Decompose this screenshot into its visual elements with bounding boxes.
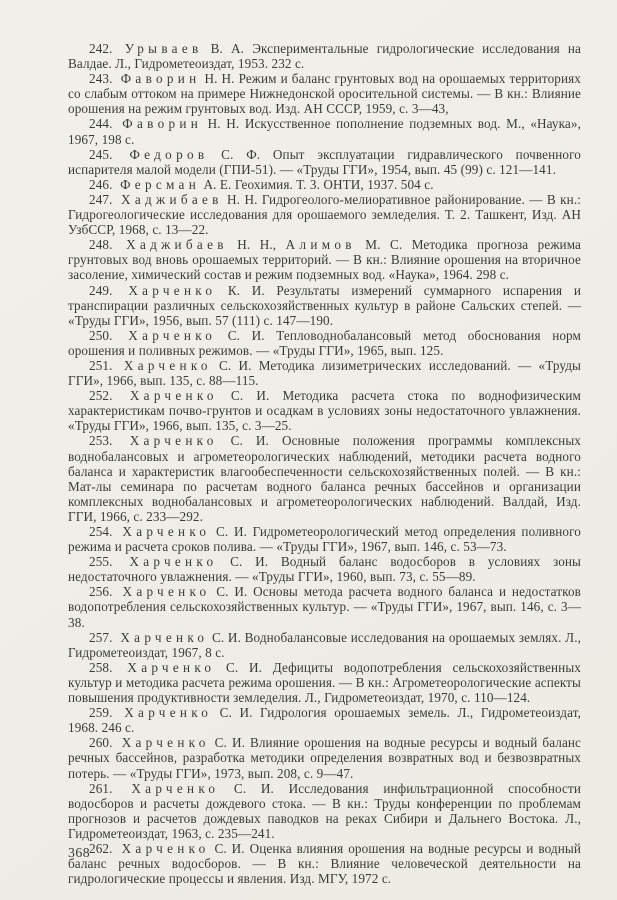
bibliography-entry bbox=[68, 554, 581, 584]
bibliography-entry bbox=[68, 660, 581, 705]
entry-author-name: Урываев bbox=[112, 41, 203, 56]
entry-text: С. И. Гидрометеорологический метод определения поливного режима и расчета сроков полива. — «Труды ГГИ», 1967, вып. 146, с. 53—73. bbox=[68, 524, 582, 555]
bibliography-entry bbox=[68, 328, 581, 358]
entry-author-name: Харченко bbox=[112, 629, 209, 645]
entry-author-name: Харченко bbox=[112, 388, 218, 404]
bibliography-entry bbox=[68, 433, 581, 524]
entry-text: С. И. Оценка влияния орошения на водные ресурсы и водный баланс речных водосборов. — В кн.: Влияние человеческой деятельности на гидрологические процессы и явления. Изд. МГУ, 1972 с. bbox=[68, 840, 582, 887]
entry-author-name: Харченко bbox=[112, 327, 217, 343]
entry-number: 242. bbox=[89, 41, 113, 56]
entry-number: 261. bbox=[89, 780, 113, 796]
entry-text: С. И. Влияние орошения на водные ресурсы и водный баланс речных бассейнов, разработка методики определения возвратных вод и безвозвратных потерь. — «Труды ГГИ», 1973, вып. 208, с. 9—47. bbox=[68, 735, 582, 781]
bibliography-entry bbox=[68, 192, 581, 237]
bibliography-list bbox=[68, 41, 581, 886]
entry-text: А. Е. Геохимия. Т. 3. ОНТИ, 1937. 504 с. bbox=[200, 176, 434, 192]
entry-author-name: Харченко bbox=[112, 735, 210, 751]
entry-text: С. И. Методика лизиметрических исследований. — «Труды ГГИ», 1966, вып. 135, с. 88—115. bbox=[68, 357, 581, 389]
entry-author-name: Харченко bbox=[112, 524, 211, 539]
bibliography-entry bbox=[68, 781, 581, 841]
entry-text: М. С. Методика прогноза режима грунтовых вод вновь орошаемых территорий. — В кн.: Влияние орошения на вторичное засоление, химический состав и режим подземных вод. «Наука», 1964. 298 с. bbox=[68, 237, 581, 283]
entry-text: Н. Н. Искусственное пополнение подземных вод. М., «Наука», 1967, 198 с. bbox=[68, 116, 581, 147]
entry-text: С. И. Основы метода расчета водного баланса и недостатков водопотребления сельскохозяйственных культур. — «Труды ГГИ», 1967, вып. 146, с. 3—38. bbox=[68, 584, 581, 630]
bibliography-entry bbox=[68, 116, 581, 146]
entry-number: 253. bbox=[89, 433, 113, 449]
entry-number: 247. bbox=[89, 191, 113, 207]
entry-text: С. Ф. Опыт эксплуатации гидравлического почвенного испарителя малой модели (ГПИ-51). — «Труды ГГИ», 1954, вып. 45 (99) с. 121—141. bbox=[68, 146, 581, 177]
bibliography-entry bbox=[68, 584, 581, 629]
entry-number: 257. bbox=[89, 629, 113, 645]
entry-text: С. И. Водный баланс водосборов в условиях зоны недостаточного увлажнения. — «Труды ГГИ», 1960, вып. 73, с. 55—89. bbox=[68, 554, 582, 585]
page-number: 368 bbox=[68, 845, 91, 860]
entry-author-name: Харченко bbox=[112, 554, 218, 570]
entry-text: Н. Н., bbox=[227, 237, 286, 253]
entry-number: 245. bbox=[89, 146, 113, 162]
entry-number: 254. bbox=[89, 524, 113, 539]
bibliography-entry bbox=[68, 237, 581, 282]
bibliography-entry bbox=[68, 841, 581, 886]
entry-text: С. И. Дефициты водопотребления сельскохозяйственных культур и методика расчета режима орошения. — В кн.: Агрометеорологические аспекты повышения продуктивности земледелия. Л., Гидрометеоиздат, 1970, с. 110—124. bbox=[68, 659, 581, 706]
entry-number: 244. bbox=[89, 116, 113, 132]
entry-number: 255. bbox=[89, 554, 113, 570]
entry-number: 252. bbox=[89, 388, 113, 404]
entry-number: 248. bbox=[89, 237, 113, 253]
entry-text: С. И. Основные положения программы комплексных воднобалансовых и агрометеорологических наблюдений, методики расчета водного баланса и характеристик влагообеспеченности сельскохозяйственных полей. — В кн.: Мат-лы семинара по расчетам водного баланса речных бассейнов и организации комплексных воднобалансовых и агрометеорологических наблюдений. Валдай, Изд. ГГИ, 1966, с. 233—292. bbox=[68, 433, 581, 524]
bibliography-entry bbox=[68, 524, 581, 554]
entry-number: 260. bbox=[89, 735, 113, 751]
entry-author-name: Харченко bbox=[112, 357, 212, 373]
bibliography-entry bbox=[68, 358, 581, 388]
entry-number: 250. bbox=[89, 327, 113, 343]
bibliography-entry bbox=[68, 71, 581, 116]
entry-text: В. А. Экспериментальные гидрологические исследования на Валдае. Л., Гидрометеоиздат, 1953. 232 с. bbox=[68, 41, 581, 72]
entry-text: Н. Н. Режим и баланс грунтовых вод на орошаемых территориях со слабым оттоком на примере Нижнедонской оросительной системы. — В кн.: Влияние орошения на режим грунтовых вод. Изд. АН СССР, 1959, с. 3—43, bbox=[68, 71, 581, 117]
bibliography-entry bbox=[68, 630, 581, 660]
entry-number: 243. bbox=[89, 71, 113, 87]
entry-author-name: Харченко bbox=[112, 584, 211, 600]
entry-author-name: Хаджибаев bbox=[112, 237, 228, 253]
bibliography-entry bbox=[68, 177, 581, 192]
entry-author-name: Фаворин bbox=[112, 71, 201, 87]
entry-author-name: Харченко bbox=[112, 780, 220, 796]
entry-number: 256. bbox=[89, 584, 113, 600]
entry-number: 249. bbox=[89, 282, 113, 298]
bibliography-entry bbox=[68, 147, 581, 177]
entry-number: 258. bbox=[89, 659, 113, 675]
entry-author-name: Ферсман bbox=[112, 176, 201, 192]
entry-number: 251. bbox=[89, 357, 113, 373]
entry-text: С. И. Воднобалансовые исследования на орошаемых землях. Л., Гидрометеоиздат, 1967, 8 с. bbox=[68, 629, 581, 660]
entry-text: С. И. Тепловоднобалансовый метод обоснования норм орошения и поливных режимов. — «Труды ГГИ», 1965, вып. 125. bbox=[68, 327, 581, 358]
entry-author-name: Харченко bbox=[112, 659, 216, 675]
bibliography-entry bbox=[68, 705, 581, 735]
entry-text: С. И. Методика расчета стока по воднофизическим характеристикам почво-грунтов и осадкам в условиях зоны недостаточного увлажнения. «Труды ГГИ», 1966, вып. 135, с. 3—25. bbox=[68, 388, 581, 434]
bibliography-entry bbox=[68, 283, 581, 328]
entry-number: 262. bbox=[89, 840, 113, 856]
entry-author-name: Алимов bbox=[285, 237, 356, 253]
bibliography-entry bbox=[68, 388, 581, 433]
entry-text: Н. Н. Гидрогеолого-мелиоративное районирование. — В кн.: Гидрогеологические исследования для орошаемого земледелия. Т. 2. Ташкент, Изд. АН УзбССР, 1968, с. 13—22. bbox=[68, 191, 581, 238]
bibliography-entry bbox=[68, 41, 581, 71]
entry-number: 246. bbox=[89, 176, 113, 192]
entry-text: К. И. Результаты измерений суммарного испарения и транспирации различных сельскохозяйственных культур в районе Сальских степей. — «Труды ГГИ», 1956, вып. 57 (111) с. 147—190. bbox=[68, 282, 581, 328]
entry-text: С. И. Гидрология орошаемых земель. Л., Гидрометеоиздат, 1968. 246 с. bbox=[68, 705, 581, 736]
entry-author-name: Харченко bbox=[112, 433, 218, 449]
entry-author-name: Харченко bbox=[112, 705, 213, 721]
entry-text: С. И. Исследования инфильтрационной способности водосборов и расчеты дождевого стока. — В кн.: Труды конференции по проблемам прогнозов и расчетов дождевых паводков на реках Сибири и Дальнего Востока. Л., Гидрометеоиздат, 1963, с. 235—241. bbox=[68, 780, 581, 841]
entry-number: 259. bbox=[89, 705, 113, 721]
entry-author-name: Харченко bbox=[112, 282, 217, 298]
bibliography-entry bbox=[68, 735, 581, 780]
entry-author-name: Федоров bbox=[112, 146, 209, 162]
entry-author-name: Хаджибаев bbox=[112, 191, 223, 207]
entry-author-name: Харченко bbox=[112, 840, 210, 856]
entry-author-name: Фаворин bbox=[112, 116, 203, 132]
